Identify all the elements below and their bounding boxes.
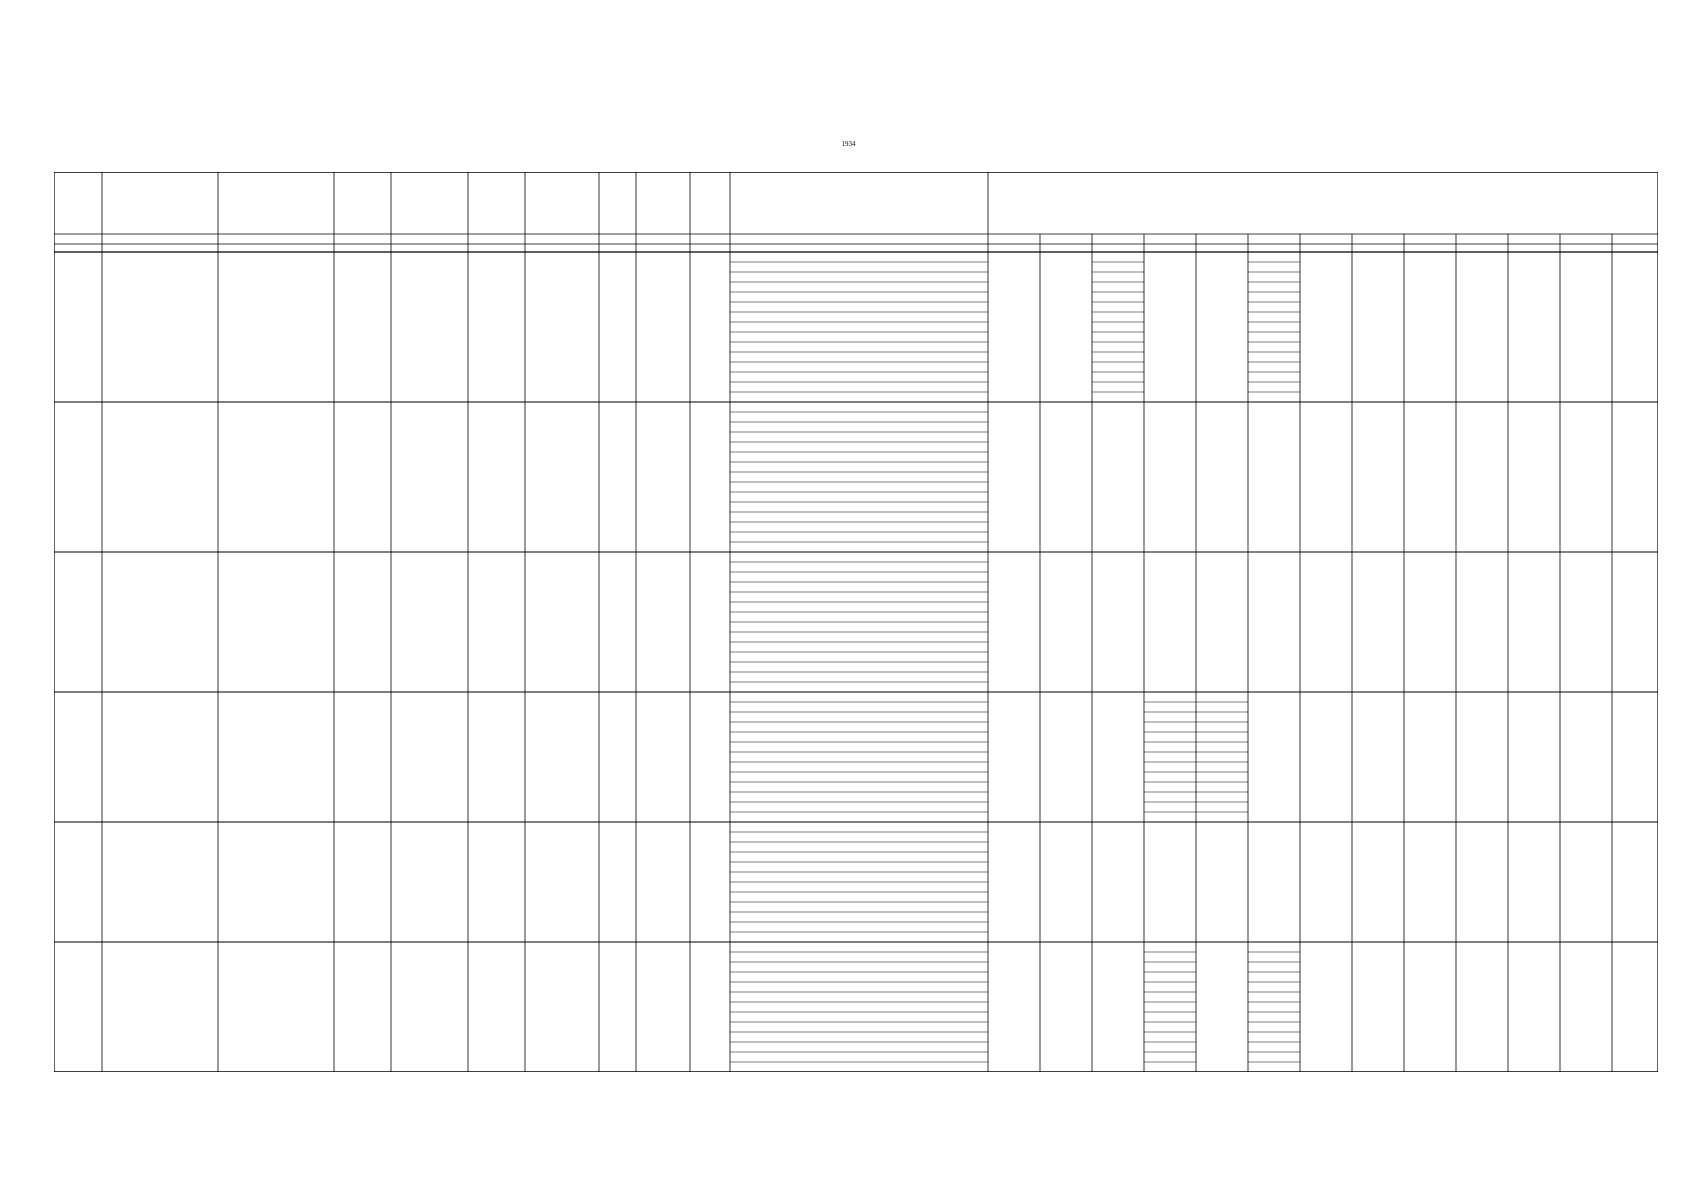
work-item <box>730 732 990 742</box>
column-number <box>1092 245 1144 252</box>
work-item <box>730 572 990 582</box>
mark-v <box>1216 812 1250 822</box>
mark-v <box>1164 782 1198 792</box>
column-number <box>1456 245 1508 252</box>
cell-street <box>638 942 688 1072</box>
work-item <box>730 352 990 362</box>
cell-street <box>638 692 688 822</box>
mark-v <box>1216 722 1250 732</box>
work-item <box>730 932 990 942</box>
cell-territory <box>470 252 523 402</box>
period-label <box>1560 235 1612 244</box>
work-item <box>730 952 990 962</box>
mark-v <box>1216 752 1250 762</box>
column-number <box>1404 245 1456 252</box>
column-number <box>1196 245 1248 252</box>
work-item <box>730 1032 990 1042</box>
header-col-5 <box>392 174 467 232</box>
mark-v <box>1216 762 1250 772</box>
period-label <box>1196 235 1248 244</box>
work-item <box>730 672 990 682</box>
work-item <box>730 1052 990 1062</box>
capital-repair-table <box>54 172 1658 1072</box>
mark-v <box>1268 962 1302 972</box>
work-item <box>730 842 990 852</box>
work-item <box>730 532 990 542</box>
cell-territory <box>470 822 523 942</box>
work-item <box>730 662 990 672</box>
work-item <box>730 712 990 722</box>
work-item <box>730 252 990 262</box>
mark-v <box>1248 362 1282 372</box>
work-item <box>730 1002 990 1012</box>
cell-type <box>336 822 389 942</box>
work-item <box>730 782 990 792</box>
mark-v <box>1268 1032 1302 1042</box>
cell-type <box>336 942 389 1072</box>
cell-street <box>638 252 688 402</box>
period-label <box>1404 235 1456 244</box>
work-item <box>730 542 990 552</box>
work-item <box>730 272 990 282</box>
column-number <box>218 245 334 252</box>
cell-settlement <box>220 942 332 1072</box>
mark-v <box>1112 272 1146 282</box>
mark-v <box>1112 392 1146 402</box>
cell-district <box>104 692 216 822</box>
work-item <box>730 992 990 1002</box>
work-item <box>730 312 990 322</box>
column-number <box>1040 245 1092 252</box>
work-item <box>730 322 990 332</box>
work-item <box>730 882 990 892</box>
mark-v <box>1216 772 1250 782</box>
header-col-2 <box>103 174 217 232</box>
cell-territory2 <box>601 402 634 552</box>
mark-v <box>1268 1022 1302 1032</box>
mark-v <box>1112 252 1146 262</box>
cell-element <box>527 402 597 552</box>
cell-town <box>393 252 466 402</box>
column-number <box>599 245 636 252</box>
column-number <box>636 245 690 252</box>
work-item <box>730 742 990 752</box>
mark-v <box>1164 1042 1198 1052</box>
header-col-9 <box>637 174 689 232</box>
column-number <box>988 245 1040 252</box>
cell-street <box>638 552 688 692</box>
work-item <box>730 1062 990 1072</box>
cell-territory2 <box>601 822 634 942</box>
work-item <box>730 552 990 562</box>
cell-territory2 <box>601 252 634 402</box>
mark-v <box>1216 802 1250 812</box>
period-label <box>1612 235 1658 244</box>
work-item <box>730 422 990 432</box>
cell-territory <box>470 942 523 1072</box>
period-label <box>1040 235 1092 244</box>
cell-house <box>692 252 728 402</box>
period-label <box>1508 235 1560 244</box>
cell-house <box>692 692 728 822</box>
cell-element <box>527 692 597 822</box>
cell-house <box>692 402 728 552</box>
mark-v <box>1092 552 1144 692</box>
work-item <box>730 502 990 512</box>
mark-v <box>1268 942 1302 952</box>
work-item <box>730 652 990 662</box>
work-item <box>730 752 990 762</box>
work-item <box>730 762 990 772</box>
cell-settlement <box>220 822 332 942</box>
mark-v <box>1216 692 1250 702</box>
mark-v <box>1112 362 1146 372</box>
column-number <box>1508 245 1560 252</box>
mark-v <box>1112 312 1146 322</box>
work-item <box>730 962 990 972</box>
work-item <box>730 292 990 302</box>
period-label <box>1300 235 1352 244</box>
work-item <box>730 792 990 802</box>
work-item <box>730 382 990 392</box>
work-item <box>730 562 990 572</box>
work-item <box>730 592 990 602</box>
work-item <box>730 332 990 342</box>
mark-v <box>1216 702 1250 712</box>
cell-element <box>527 252 597 402</box>
mark-v <box>1112 382 1146 392</box>
mark-v <box>1268 1052 1302 1062</box>
work-item <box>730 462 990 472</box>
header-col-1 <box>55 174 101 232</box>
mark-v <box>1112 302 1146 312</box>
work-item <box>730 302 990 312</box>
work-item <box>730 522 990 532</box>
work-item <box>730 902 990 912</box>
work-item <box>730 1012 990 1022</box>
mark-v <box>1164 372 1198 382</box>
cell-id <box>56 822 100 942</box>
mark-v <box>1248 352 1282 362</box>
work-item <box>730 362 990 372</box>
header-col-8 <box>600 174 635 232</box>
cell-territory2 <box>601 942 634 1072</box>
column-number <box>468 245 525 252</box>
work-item <box>730 402 990 412</box>
mark-v <box>1112 322 1146 332</box>
work-item <box>730 942 990 952</box>
header-col-11 <box>731 174 987 232</box>
cell-id <box>56 552 100 692</box>
column-number <box>391 245 468 252</box>
work-item <box>730 492 990 502</box>
work-item <box>730 262 990 272</box>
mark-v <box>1268 1002 1302 1012</box>
cell-id <box>56 252 100 402</box>
period-label <box>1144 235 1196 244</box>
column-number <box>1144 245 1196 252</box>
work-item <box>730 392 990 402</box>
period-label <box>1248 235 1300 244</box>
cell-type <box>336 552 389 692</box>
header-col-7 <box>526 174 598 232</box>
mark-v <box>1268 982 1302 992</box>
work-item <box>730 972 990 982</box>
mark-v <box>1268 1012 1302 1022</box>
period-label <box>1352 235 1404 244</box>
work-item <box>730 912 990 922</box>
header-col-4 <box>335 174 390 232</box>
work-item <box>730 642 990 652</box>
column-number <box>102 245 218 252</box>
work-item <box>730 812 990 822</box>
mark-v <box>1112 332 1146 342</box>
work-item <box>730 412 990 422</box>
cell-house <box>692 822 728 942</box>
cell-id <box>56 402 100 552</box>
work-item <box>730 612 990 622</box>
cell-territory <box>470 552 523 692</box>
header-col-3 <box>219 174 333 232</box>
work-item <box>730 852 990 862</box>
cell-territory <box>470 692 523 822</box>
header-col-6 <box>469 174 524 232</box>
column-number <box>690 245 730 252</box>
cell-settlement <box>220 402 332 552</box>
header-period-title <box>990 174 1656 232</box>
period-label <box>988 235 1040 244</box>
cell-type <box>336 692 389 822</box>
cell-id <box>56 692 100 822</box>
work-item <box>730 692 990 702</box>
cell-element <box>527 942 597 1072</box>
cell-settlement <box>220 552 332 692</box>
mark-v <box>1112 342 1146 352</box>
work-item <box>730 432 990 442</box>
cell-town <box>393 942 466 1072</box>
work-item <box>730 832 990 842</box>
work-item <box>730 922 990 932</box>
work-item <box>730 342 990 352</box>
cell-type <box>336 402 389 552</box>
cell-district <box>104 252 216 402</box>
work-item <box>730 822 990 832</box>
cell-territory2 <box>601 692 634 822</box>
mark-v <box>1248 342 1282 352</box>
mark-v <box>1112 262 1146 272</box>
mark-v <box>1268 952 1302 962</box>
work-item <box>730 872 990 882</box>
work-item <box>730 452 990 462</box>
work-item <box>730 1042 990 1052</box>
cell-district <box>104 822 216 942</box>
mark-v <box>1092 822 1144 942</box>
cell-district <box>104 552 216 692</box>
column-number <box>1300 245 1352 252</box>
work-item <box>730 472 990 482</box>
work-item <box>730 442 990 452</box>
header-col-10 <box>691 174 729 232</box>
work-item <box>730 982 990 992</box>
cell-territory2 <box>601 552 634 692</box>
cell-type <box>336 252 389 402</box>
work-item <box>730 702 990 712</box>
work-item <box>730 512 990 522</box>
mark-v <box>1268 972 1302 982</box>
work-item <box>730 862 990 872</box>
work-item <box>730 722 990 732</box>
cell-settlement <box>220 692 332 822</box>
mark-v <box>1268 992 1302 1002</box>
work-item <box>730 372 990 382</box>
cell-element <box>527 552 597 692</box>
column-number <box>334 245 391 252</box>
work-item <box>730 892 990 902</box>
cell-town <box>393 822 466 942</box>
mark-v <box>1216 792 1250 802</box>
cell-settlement <box>220 252 332 402</box>
mark-v <box>1216 712 1250 722</box>
work-item <box>730 622 990 632</box>
work-item <box>730 802 990 812</box>
cell-id <box>56 942 100 1072</box>
cell-street <box>638 402 688 552</box>
work-item <box>730 632 990 642</box>
work-item <box>730 602 990 612</box>
cell-district <box>104 402 216 552</box>
cell-district <box>104 942 216 1072</box>
work-item <box>730 482 990 492</box>
column-number <box>1248 245 1300 252</box>
work-item <box>730 772 990 782</box>
mark-v <box>1216 732 1250 742</box>
period-label <box>1092 235 1144 244</box>
cell-town <box>393 402 466 552</box>
column-number <box>730 245 988 252</box>
mark-v <box>1112 292 1146 302</box>
page-number: 1934 <box>841 140 856 148</box>
work-item <box>730 282 990 292</box>
work-item <box>730 582 990 592</box>
mark-v <box>1092 402 1144 552</box>
cell-town <box>393 552 466 692</box>
cell-house <box>692 552 728 692</box>
work-item <box>730 1022 990 1032</box>
work-item <box>730 682 990 692</box>
cell-element <box>527 822 597 942</box>
mark-v <box>1112 282 1146 292</box>
cell-town <box>393 692 466 822</box>
column-number <box>54 245 102 252</box>
column-number <box>1612 245 1658 252</box>
column-number <box>525 245 599 252</box>
column-number <box>1560 245 1612 252</box>
cell-street <box>638 822 688 942</box>
cell-territory <box>470 402 523 552</box>
period-label <box>1456 235 1508 244</box>
mark-v <box>1268 1062 1302 1072</box>
column-number <box>1352 245 1404 252</box>
cell-house <box>692 942 728 1072</box>
mark-v <box>1216 742 1250 752</box>
